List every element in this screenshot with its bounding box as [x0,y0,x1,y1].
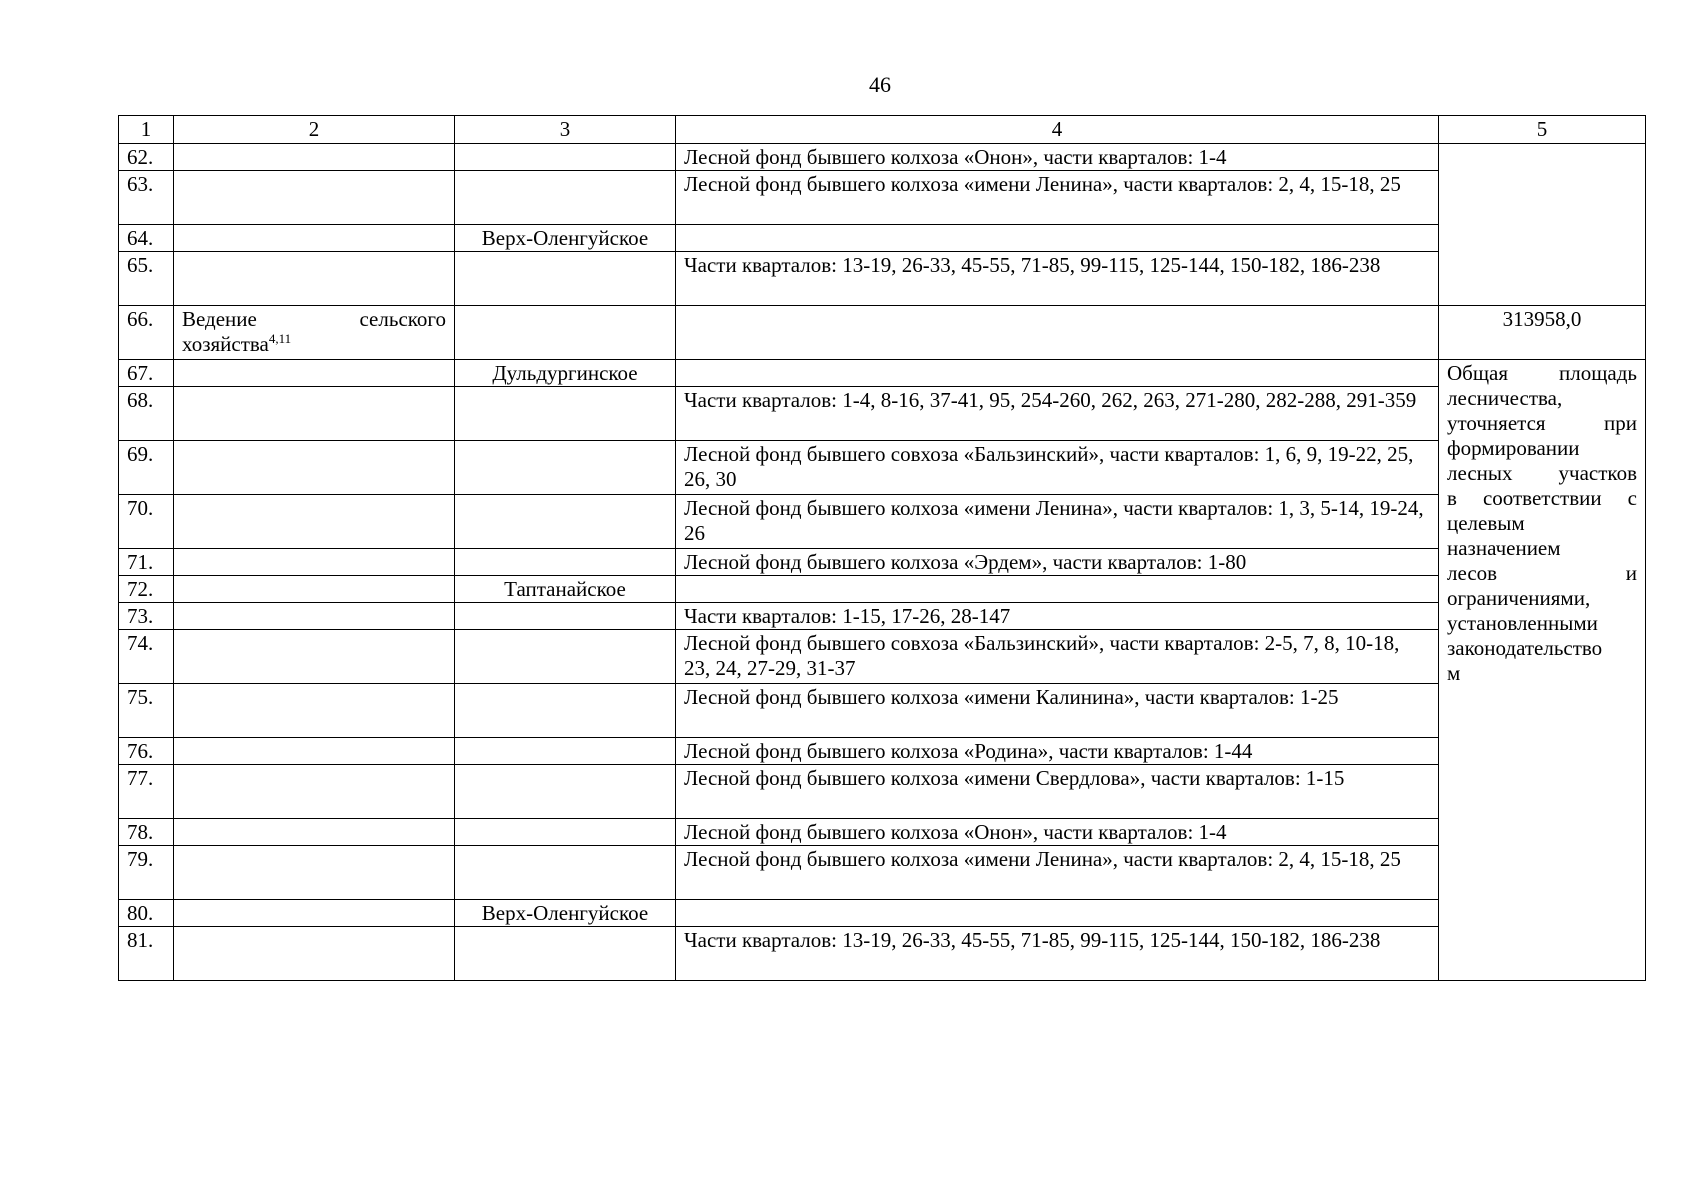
cell-col3 [455,441,676,495]
cell-col4: Лесной фонд бывшего колхоза «Онон», части кварталов: 1-4 [676,144,1439,171]
cell-col2 [174,603,455,630]
area-note [1439,360,1646,981]
cell-col2 [174,738,455,765]
table-row-agriculture [119,306,1646,360]
cell-col2 [174,441,455,495]
forest-table [118,115,1646,981]
cell-col3 [455,603,676,630]
footnote-ref: 4,11 [268,331,292,346]
cell-col2 [174,576,455,603]
cell-col2 [174,927,455,981]
purpose-word-2: сельского [359,307,446,331]
cell-col2 [174,684,455,738]
cell-purpose [174,306,455,360]
table-row [119,819,1646,846]
cell-col4: Части кварталов: 1-4, 8-16, 37-41, 95, 254-260, 262, 263, 271-280, 282-288, 291-359 [676,387,1439,441]
cell-col4: Лесной фонд бывшего колхоза «Онон», части кварталов: 1-4 [676,819,1439,846]
row-number: 70. [119,495,174,549]
cell-col3 [455,765,676,819]
header-col-4: 4 [676,116,1439,144]
note-line: лесов и [1447,561,1637,585]
cell-col3: Верх-Оленгуйское [455,900,676,927]
cell-col3 [455,846,676,900]
cell-col4: Лесной фонд бывшего колхоза «Родина», части кварталов: 1-44 [676,738,1439,765]
cell-col2 [174,252,455,306]
row-number: 73. [119,603,174,630]
cell-col4 [676,306,1439,360]
note-line: м [1447,661,1461,685]
note-line: целевым [1447,511,1525,535]
cell-col4: Части кварталов: 13-19, 26-33, 45-55, 71-85, 99-115, 125-144, 150-182, 186-238 [676,927,1439,981]
row-number: 75. [119,684,174,738]
cell-col3 [455,387,676,441]
table-row [119,495,1646,549]
cell-col2 [174,225,455,252]
row-number: 77. [119,765,174,819]
cell-col4: Части кварталов: 13-19, 26-33, 45-55, 71-85, 99-115, 125-144, 150-182, 186-238 [676,252,1439,306]
note-line: законодательство [1447,636,1603,660]
cell-col4 [676,576,1439,603]
header-col-3: 3 [455,116,676,144]
cell-col3 [455,630,676,684]
cell-col4: Лесной фонд бывшего совхоза «Бальзинский», части кварталов: 2-5, 7, 8, 10-18, 23, 24, 27-29, 31-37 [676,630,1439,684]
cell-col3: Дульдургинское [455,360,676,387]
cell-col3 [455,927,676,981]
row-number: 74. [119,630,174,684]
table-row [119,927,1646,981]
cell-col4: Лесной фонд бывшего колхоза «имени Ленина», части кварталов: 2, 4, 15-18, 25 [676,846,1439,900]
cell-col2 [174,360,455,387]
cell-col3 [455,171,676,225]
cell-col4: Лесной фонд бывшего колхоза «Эрдем», части кварталов: 1-80 [676,549,1439,576]
row-number: 76. [119,738,174,765]
row-number: 80. [119,900,174,927]
note-line: Общая площадь [1447,361,1637,385]
row-number: 62. [119,144,174,171]
table-row [119,846,1646,900]
table-row [119,900,1646,927]
row-number: 72. [119,576,174,603]
note-line: лесничества, [1447,386,1563,410]
header-col-2: 2 [174,116,455,144]
cell-col4: Части кварталов: 1-15, 17-26, 28-147 [676,603,1439,630]
cell-col3 [455,819,676,846]
note-line: ограничениями, [1447,586,1591,610]
cell-col2 [174,765,455,819]
note-line: лесных участков [1447,461,1637,485]
table-row [119,630,1646,684]
cell-col2 [174,549,455,576]
note-line: уточняется при [1447,411,1637,435]
cell-col2 [174,171,455,225]
note-line: назначением [1447,536,1561,560]
cell-col4: Лесной фонд бывшего колхоза «имени Свердлова», части кварталов: 1-15 [676,765,1439,819]
cell-col4: Лесной фонд бывшего колхоза «имени Ленина», части кварталов: 2, 4, 15-18, 25 [676,171,1439,225]
area-value: 313958,0 [1439,306,1646,360]
cell-col3 [455,144,676,171]
table-row [119,171,1646,225]
row-number: 65. [119,252,174,306]
cell-col4: Лесной фонд бывшего совхоза «Бальзинский», части кварталов: 1, 6, 9, 19-22, 25, 26, 30 [676,441,1439,495]
cell-col3 [455,252,676,306]
row-number: 81. [119,927,174,981]
table-row [119,603,1646,630]
table-row [119,360,1646,387]
cell-col2 [174,819,455,846]
row-number: 69. [119,441,174,495]
page-number: 46 [869,72,891,97]
row-number: 66. [119,306,174,360]
cell-col3 [455,306,676,360]
header-col-5: 5 [1439,116,1646,144]
cell-col4 [676,225,1439,252]
cell-col4: Лесной фонд бывшего колхоза «имени Ленина», части кварталов: 1, 3, 5-14, 19-24, 26 [676,495,1439,549]
header-row [119,116,1646,144]
table-row [119,144,1646,171]
note-line: формировании [1447,436,1580,460]
cell-col2 [174,630,455,684]
row-number: 78. [119,819,174,846]
table-row [119,738,1646,765]
row-number: 63. [119,171,174,225]
row-number: 68. [119,387,174,441]
table-row [119,252,1646,306]
purpose-word-3: хозяйства [182,332,269,356]
table-row [119,225,1646,252]
table-row [119,765,1646,819]
purpose-word-1: Ведение [182,307,257,331]
table-row [119,549,1646,576]
cell-col2 [174,900,455,927]
cell-col3 [455,738,676,765]
table-row [119,576,1646,603]
cell-col4 [676,900,1439,927]
row-number: 79. [119,846,174,900]
cell-col5-empty [1439,144,1646,306]
row-number: 71. [119,549,174,576]
table-row [119,387,1646,441]
cell-col3 [455,684,676,738]
row-number: 67. [119,360,174,387]
cell-col4 [676,360,1439,387]
cell-col3: Верх-Оленгуйское [455,225,676,252]
cell-col3 [455,495,676,549]
table-row [119,684,1646,738]
note-line: установленными [1447,611,1598,635]
cell-col2 [174,495,455,549]
cell-col2 [174,387,455,441]
cell-col4: Лесной фонд бывшего колхоза «имени Калинина», части кварталов: 1-25 [676,684,1439,738]
row-number: 64. [119,225,174,252]
cell-col2 [174,846,455,900]
cell-col3 [455,549,676,576]
table-row [119,441,1646,495]
cell-col3: Таптанайское [455,576,676,603]
header-col-1: 1 [119,116,174,144]
cell-col2 [174,144,455,171]
note-line: в соответствии с [1447,486,1637,510]
